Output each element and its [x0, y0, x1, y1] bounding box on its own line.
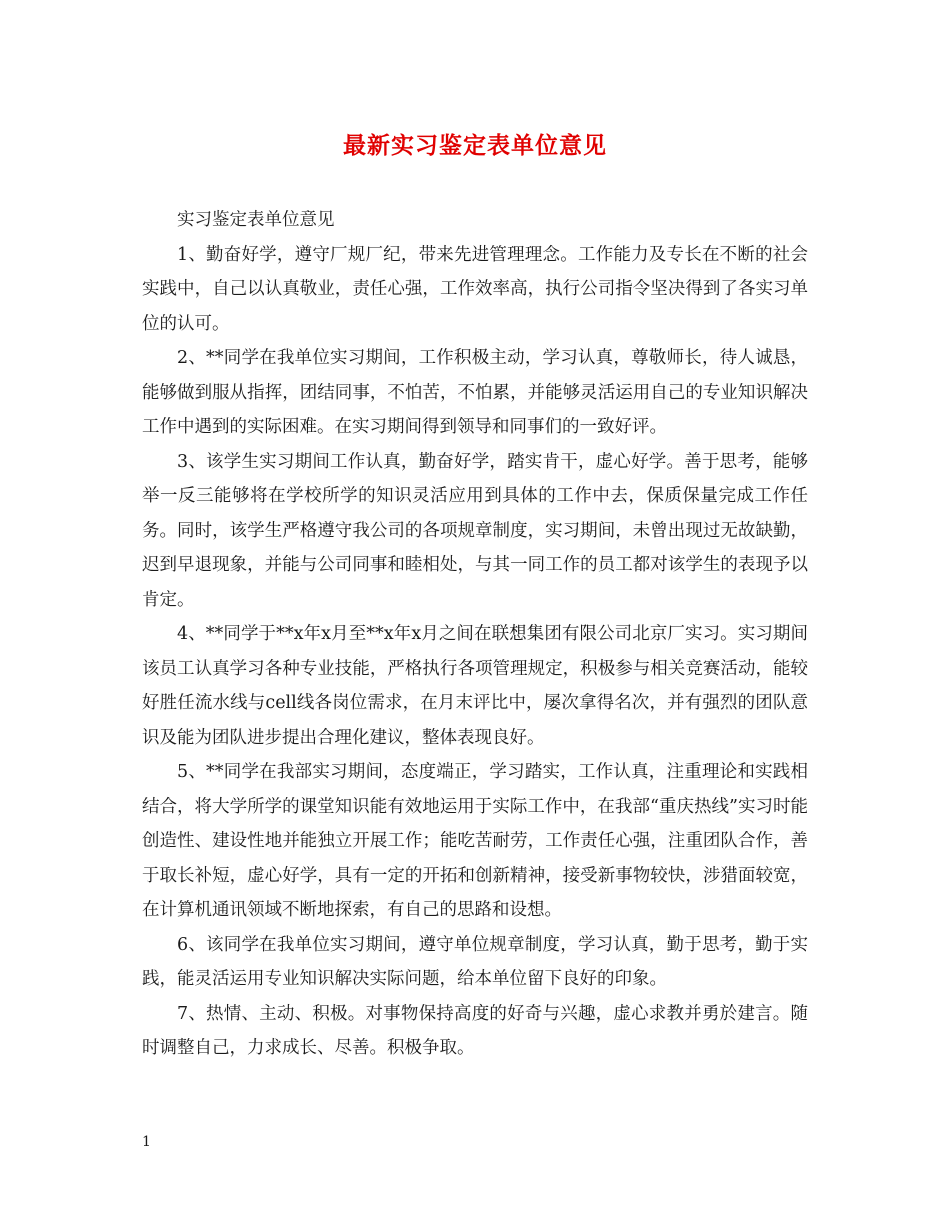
page-number: 1 [142, 1134, 151, 1150]
paragraph-item-5: 5、**同学在我部实习期间，态度端正，学习踏实，工作认真，注重理论和实践相结合，将大学所学的课堂知识能有效地运用于实际工作中，在我部“重庆热线”实习时能创造性、建设性地并能独立开展工作；能吃苦耐劳，工作责任心强，注重团队合作，善于取长补短，虚心好学，具有一定的开拓和创新精神，接受新事物较快，涉猎面较宽，在计算机通讯领域不断地探索，有自己的思路和设想。 [142, 762, 808, 920]
paragraph-item-7: 7、热情、主动、积极。对事物保持高度的好奇与兴趣，虚心求教并勇於建言。随时调整自己，力求成长、尽善。积极争取。 [142, 1003, 808, 1058]
paragraph-item-4: 4、**同学于**x年x月至**x年x月之间在联想集团有限公司北京厂实习。实习期间该员工认真学习各种专业技能，严格执行各项管理规定，积极参与相关竞赛活动，能较好胜任流水线与cell线各岗位需求，在月末评比中，屡次拿得名次，并有强烈的团队意识及能为团队进步提出合理化建议，整体表现良好。 [142, 624, 808, 748]
paragraph-item-1: 1、勤奋好学，遵守厂规厂纪，带来先进管理理念。工作能力及专长在不断的社会实践中，自己以认真敬业，责任心强，工作效率高，执行公司指令坚决得到了各实习单位的认可。 [142, 244, 808, 334]
document-body [142, 203, 808, 1066]
document-title: 最新实习鉴定表单位意见 [343, 132, 607, 159]
paragraph-item-2: 2、**同学在我单位实习期间，工作积极主动，学习认真，尊敬师长，待人诚恳，能够做到服从指挥，团结同事，不怕苦，不怕累，并能够灵活运用自己的专业知识解决工作中遇到的实际困难。在实习期间得到领导和同事们的一致好评。 [142, 348, 808, 437]
paragraph-heading: 实习鉴定表单位意见 [177, 210, 335, 230]
paragraph-item-6: 6、该同学在我单位实习期间，遵守单位规章制度，学习认真，勤于思考，勤于实践，能灵活运用专业知识解决实际问题，给本单位留下良好的印象。 [142, 934, 808, 989]
paragraph-item-3: 3、该学生实习期间工作认真，勤奋好学，踏实肯干，虚心好学。善于思考，能够举一反三能够将在学校所学的知识灵活应用到具体的工作中去，保质保量完成工作任务。同时，该学生严格遵守我公司的各项规章制度，实习期间，未曾出现过无故缺勤，迟到早退现象，并能与公司同事和睦相处，与其一同工作的员工都对该学生的表现予以肯定。 [142, 451, 808, 610]
